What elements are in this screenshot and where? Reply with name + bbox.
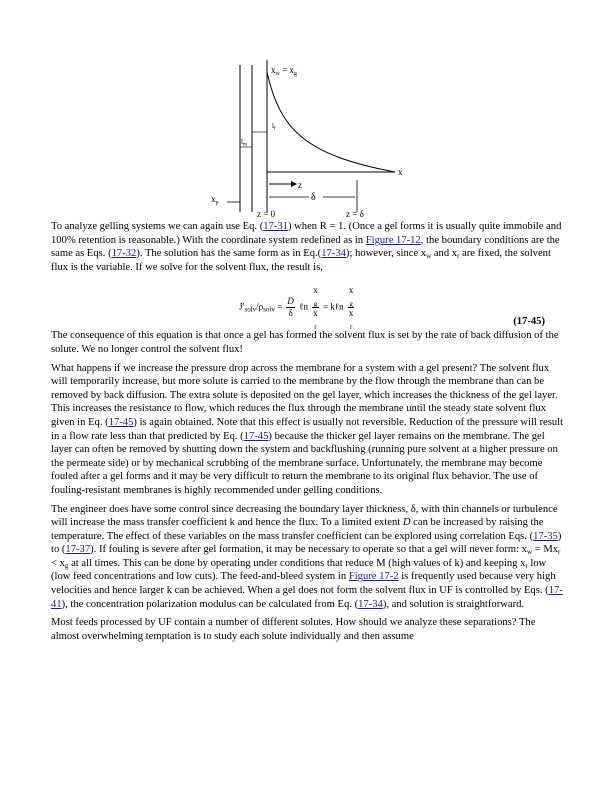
gel-layer-diagram [205,60,410,220]
link-eq-17-34[interactable]: 17-34 [321,248,346,260]
link-eq-17-34-b[interactable]: 17-34 [358,598,383,610]
paragraph-multiple-solutes: Most feeds processed by UF contain a number of different solutes. How should we analyze these separations? The almost overwhelming temptation is to study each solute individually and then assume [51,617,536,642]
fraction-d-over-delta: $\frac{D}{\delta}$ [287,296,294,319]
link-eq-17-41[interactable]: 17-41 [51,585,563,610]
paragraph-pressure-drop: What happens if we increase the pressure drop across the membrane for a system with a gel present? The solvent flux will temporarily increase, but more solute is carried to the membrane by the flow through the membrane than can be removed by back diffusion. The extra solute is deposited on the gel layer, which increases the thickness of the gel layer. This increases the resistance to flow, which reduces the flux through the membrane until the steady state solvent flux given in Eq. (17-45) is again obtained. Note that this effect is usually not reversible. Reduction of the pressure will result in a flow rate less than that predicted by Eq. (17-45) because the thicker gel layer remains on the membrane. The gel layer can often be removed by shutting down the system and backflushing (running pure solvent at a higher pressure on the permeate side) or by mechanical scrubbing of the membrane surface. Unfortunately, the membrane may become fouled after a gel forms and it may be very difficult to return the membrane to its original flux behavior. The use of fouling-resistant membranes is highly recommended under gelling conditions. [51,362,564,496]
z-axis-label: z [298,180,302,190]
link-figure-17-2[interactable]: Figure 17-2 [348,571,399,583]
link-eq-17-31[interactable]: 17-31 [263,221,288,232]
link-eq-17-32[interactable]: 17-32 [111,248,137,260]
x-axis-label: x [398,167,403,177]
equation-17-45 [51,279,565,332]
link-eq-17-45[interactable]: 17-45 [108,416,134,428]
fraction-xg-over-xr: x $_g$ x $_r$ [313,285,318,332]
paragraph-consequence: The consequence of this equation is that once a gel has formed the solvent flux is set by the rate of back diffusion of the solute. We no longer control the solvent flux! [51,330,559,355]
document-body [51,220,565,648]
link-figure-17-12[interactable]: Figure 17-12 [365,234,421,246]
paragraph-gelling-intro: To analyze gelling systems we can again use Eq. (17-31) when R = 1. (Once a gel forms it is usually quite immobile and 100% retention is reasonable.) With the coordinate system redefined as in Figure 17-12, the boundary conditions are the same as Eqs. (17-32). The solution has the same form as in Eq.(17-34); however, since $x_w$ and $x_r$ are fixed, the solvent flux is the variable. If we solve for the solvent flux, the result is, [51,221,562,273]
equation-number: (17-45) [513,316,545,328]
xw-equals-xg-label: $x_w = x_g$ [271,65,297,77]
link-eq-17-37[interactable]: 17-37 [65,544,91,556]
equation-body: $J'_{solv}/\rho_{solv}$ = $\frac{D}{\delta}$ ℓn x $_g$ x $_r$ = kℓn x $_g$ x $_r$ [239,285,354,332]
lm-label: $l_m$ [241,138,247,148]
xp-label: $x_p$ [211,194,219,206]
lf-label: $l_f$ [272,122,276,132]
delta-label: δ [311,192,316,203]
link-eq-17-35[interactable]: 17-35 [533,530,558,542]
z-zero-label: z = 0 [257,209,276,219]
concentration-curve [267,72,395,172]
paragraph-engineer-control: The engineer does have some control since decreasing the boundary layer thickness, δ, with thin channels or turbulence will increase the mass transfer coefficient k and hence the flux. To a limited extent D can be increased by raising the temperature. The effect of these variables on the mass transfer coefficient can be explored using correlation Eqs. (17-35) to (17-37). If fouling is severe after gel formation, it may be necessary to operate so that a gel will never form: $x_w = Mx_r < x_g$ at all times. This can be done by operating under conditions that reduce M (high values of k) and keeping $x_r$ low (low feed concentrations and low cuts). The feed-and-bleed system in Figure 17-2 is frequently used because very high velocities and hence larger k can be achieved. When a gel does not form the solvent flux in UF is controlled by Eqs. (17-41), the concentration polarization modulus can be calculated from Eq. (17-34), and solution is straightforward. [51,503,563,610]
z-delta-label: z = δ [346,209,364,219]
link-eq-17-45-b[interactable]: 17-45 [243,430,269,442]
z-arrowhead [291,181,297,187]
fraction-xg-over-xr-2: x $_g$ x $_r$ [348,285,354,332]
